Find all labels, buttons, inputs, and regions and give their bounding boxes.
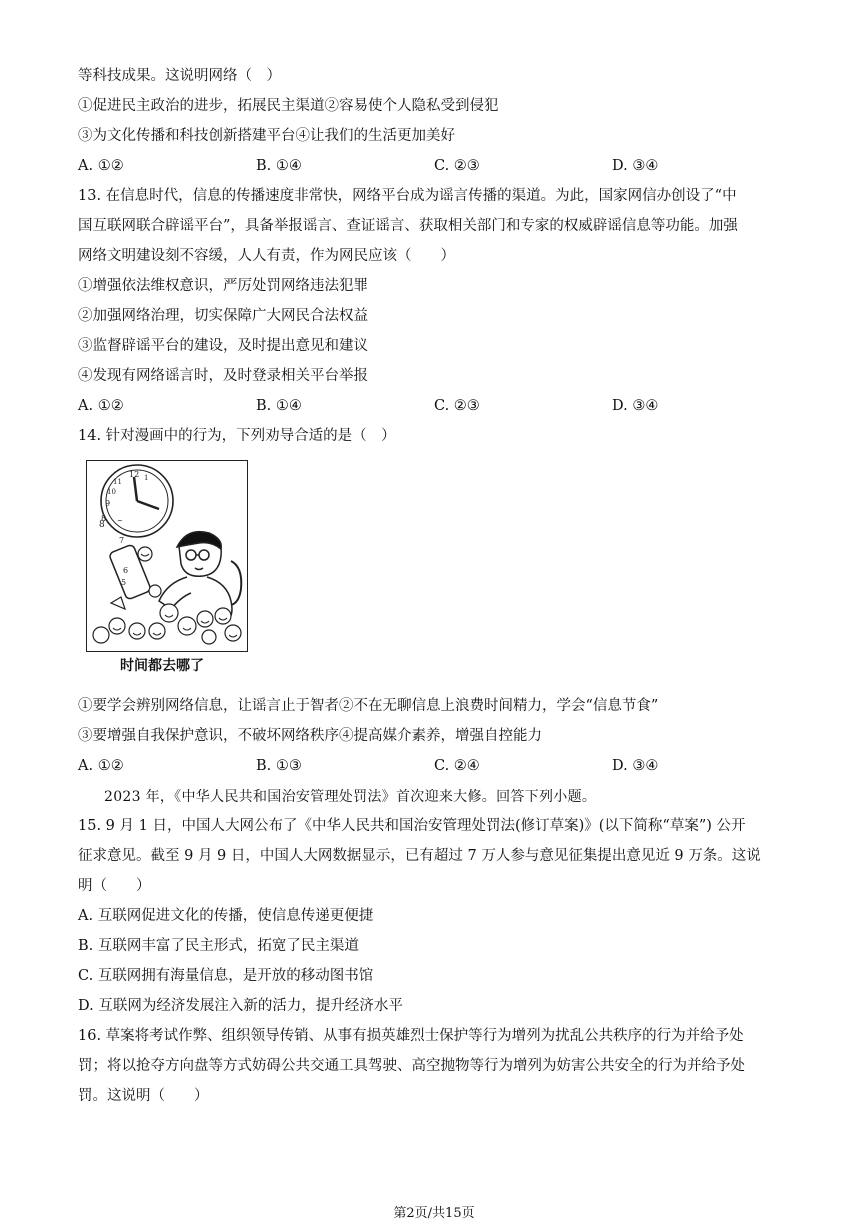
svg-text:10: 10 [107,488,116,496]
cartoon-image [86,460,248,652]
q15-option-d[interactable]: D. 互联网为经济发展注入新的活力，提升经济水平 [78,998,403,1014]
svg-text:7: 7 [119,536,125,545]
svg-text:8: 8 [99,520,105,530]
clock-icon [101,465,173,537]
q12-option-d[interactable]: D. ③④ [612,158,659,174]
q12-stem-tail: 等科技成果。这说明网络（ ） [78,68,281,84]
q13-option-c[interactable]: C. ②③ [434,398,480,414]
q12-statement-1: ①促进民主政治的进步，拓展民主渠道②容易使个人隐私受到侵犯 [78,98,499,114]
svg-text:8: 8 [101,514,107,523]
q13-option-b[interactable]: B. ①④ [256,398,302,414]
q14-option-c[interactable]: C. ②④ [434,758,480,774]
q15-stem-line-2: 征求意见。截至 9 月 9 日，中国人大网数据显示，已有超过 7 万人参与意见征集提出意见近 9 万条。这说 [78,848,761,864]
q15-stem-line-3: 明（ ） [78,878,151,894]
q13-statement-2: ②加强网络治理，切实保障广大网民合法权益 [78,308,368,324]
q13-option-d[interactable]: D. ③④ [612,398,659,414]
q14-statement-1: ①要学会辨别网络信息，让谣言止于智者②不在无聊信息上浪费时间精力，学会“信息节食” [78,698,659,714]
q12-option-b[interactable]: B. ①④ [256,158,302,174]
q14-stem: 14. 针对漫画中的行为，下列劝导合适的是（ ） [78,428,396,444]
q13-statement-4: ④发现有网络谣言时，及时登录相关平台举报 [78,368,368,384]
q12-option-c[interactable]: C. ②③ [434,158,480,174]
svg-text:1: 1 [144,474,149,482]
q13-statement-3: ③监督辟谣平台的建设，及时提出意见和建议 [78,338,368,354]
page-number: 第2页/共15页 [393,1206,475,1221]
svg-text:~: ~ [117,517,123,525]
q14-option-a[interactable]: A. ①② [78,758,124,774]
section-intro: 2023 年，《中华人民共和国治安管理处罚法》首次迎来大修。回答下列小题。 [104,789,597,805]
q12-statement-2: ③为文化传播和科技创新搭建平台④让我们的生活更加美好 [78,128,455,144]
svg-text:6: 6 [123,566,129,575]
q14-statement-2: ③要增强自我保护意识，不破坏网络秩序④提高媒介素养，增强自控能力 [78,728,542,744]
q13-options [78,396,798,416]
q13-statement-1: ①增强依法维权意识，严厉处罚网络违法犯罪 [78,278,368,294]
q13-stem-line-2: 国互联网联合辟谣平台”，具备举报谣言、查证谣言、获取相关部门和专家的权威辟谣信息等功能。加强 [78,218,738,234]
svg-text:11: 11 [113,478,122,486]
q14-option-b[interactable]: B. ①③ [256,758,302,774]
q12-options [78,156,798,176]
q16-stem-line-1: 16. 草案将考试作弊、组织领导传销、从事有损英雄烈士保护等行为增列为扰乱公共秩序的行为并给予处 [78,1028,744,1044]
svg-text:5: 5 [121,578,127,587]
q13-stem-line-1: 13. 在信息时代，信息的传播速度非常快，网络平台成为谣言传播的渠道。为此，国家网信办创设了“中 [78,188,737,204]
cartoon-drawing [87,461,247,650]
q15-option-b[interactable]: B. 互联网丰富了民主形式，拓宽了民主渠道 [78,938,359,954]
q13-option-a[interactable]: A. ①② [78,398,124,414]
cartoon-caption: 时间都去哪了 [120,658,204,674]
q15-option-c[interactable]: C. 互联网拥有海量信息，是开放的移动图书馆 [78,968,374,984]
svg-text:12: 12 [129,470,140,479]
svg-text:9: 9 [105,499,111,508]
q12-option-a[interactable]: A. ①② [78,158,124,174]
q14-option-d[interactable]: D. ③④ [612,758,659,774]
q15-option-a[interactable]: A. 互联网促进文化的传播，使信息传递更便捷 [78,908,374,924]
q16-stem-line-3: 罚。这说明（ ） [78,1088,209,1104]
q13-stem-line-3: 网络文明建设刻不容缓，人人有责，作为网民应该（ ） [78,248,455,264]
q14-options [78,756,798,776]
q16-stem-line-2: 罚；将以抢夺方向盘等方式妨碍公共交通工具驾驶、高空抛物等行为增列为妨害公共安全的行为并给予处 [78,1058,745,1074]
q15-stem-line-1: 15. 9 月 1 日，中国人大网公布了《中华人民共和国治安管理处罚法(修订草案)》(以下简称“草案”) 公开 [78,818,746,834]
